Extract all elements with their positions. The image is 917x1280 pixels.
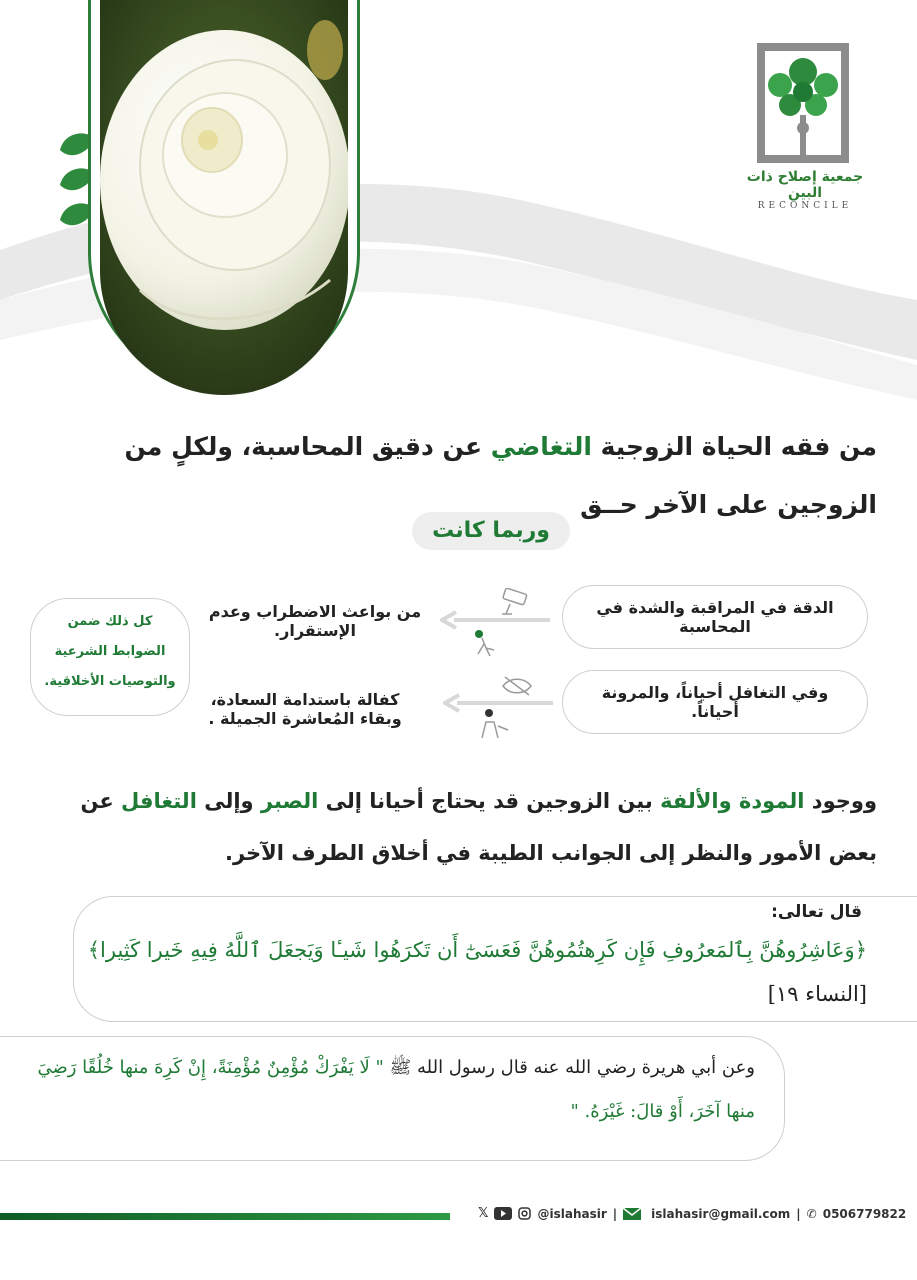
youtube-icon[interactable] — [494, 1207, 512, 1220]
social-handle[interactable]: @islahasir — [537, 1206, 607, 1221]
couple-icon — [476, 706, 512, 740]
phone-number[interactable]: 0506779822 — [822, 1206, 907, 1221]
main-paragraph: ووجود المودة والألفة بين الزوجين قد يحتاج أحيانا إلى الصبر وإلى التغافل عن بعض الأمور والنظر إلى الجوانب الطيبة في أخلاق الطرف الآخر. — [80, 789, 877, 865]
hadith-text: وعن أبي هريرة رضي الله عنه قال رسول الله ﷺ " لَا يَفْرَكْ مُؤْمِنٌ مُؤْمِنَةً، إِنْ كَرِهَ منها خُلُقًا رَضِيَ منها آخَرَ، أَوْ قالَ: غَيْرَهُ. " — [37, 1057, 755, 1122]
stressed-person-icon — [470, 628, 500, 658]
cause-box-2: وفي التغافل أحياناً، والمرونة أحياناً. — [562, 670, 868, 734]
subheading-pill: وربما كانت — [412, 512, 570, 550]
email-address[interactable]: islahasir@gmail.com — [651, 1206, 791, 1221]
eye-off-icon — [500, 674, 534, 698]
logo-name-ar: جمعية إصلاح ذات البين — [746, 169, 864, 201]
logo — [730, 40, 880, 211]
cause-box-1: الدقة في المراقبة والشدة في المحاسبة — [562, 585, 868, 649]
quran-reference: [النساء ١٩] — [767, 982, 867, 1006]
headline-highlight: التغاضي — [490, 432, 592, 461]
x-icon[interactable]: 𝕏 — [478, 1206, 489, 1221]
quran-verse: ﴿وَعَاشِرُوهُنَّ بِٱلمَعرُوفِ فَإِن كَرِهتُمُوهُنَّ فَعَسَىٰٓ أَن تَكرَهُوا شَيـٔا وَيَجعَلَ ٱللَّهُ فِيهِ خَيرا كَثِيرا﴾ [النساء ١٩] — [87, 938, 867, 1006]
phone-icon: ✆ — [806, 1206, 817, 1221]
headline: من فقه الحياة الزوجية التغاضي عن دقيق المحاسبة، ولكلٍ من الزوجين على الآخر حــق — [124, 432, 877, 519]
camera-icon — [498, 588, 532, 616]
result-text-2: كفالة باستدامة السعادة، وبقاء المُعاشرة الجميلة . — [208, 690, 402, 728]
rose-photo — [100, 0, 348, 395]
side-note: كل ذلك ضمن الضوابط الشرعية والتوصيات الأخلاقية. — [30, 598, 190, 716]
footer-contacts: 𝕏 @islahasir | islahasir@gmail.com | ✆ 0506779822 — [478, 1206, 907, 1221]
logo-name-en: RECONCILE — [757, 201, 853, 211]
arrow-left-icon — [440, 610, 552, 630]
instagram-icon[interactable] — [518, 1207, 531, 1220]
quran-intro: قال تعالى: — [771, 902, 862, 922]
result-text-1: من بواعث الاضطراب وعدم الإستقرار. — [208, 602, 422, 640]
tree-logo-icon — [730, 40, 880, 165]
footer-bar — [0, 1213, 450, 1220]
email-icon — [623, 1208, 641, 1220]
